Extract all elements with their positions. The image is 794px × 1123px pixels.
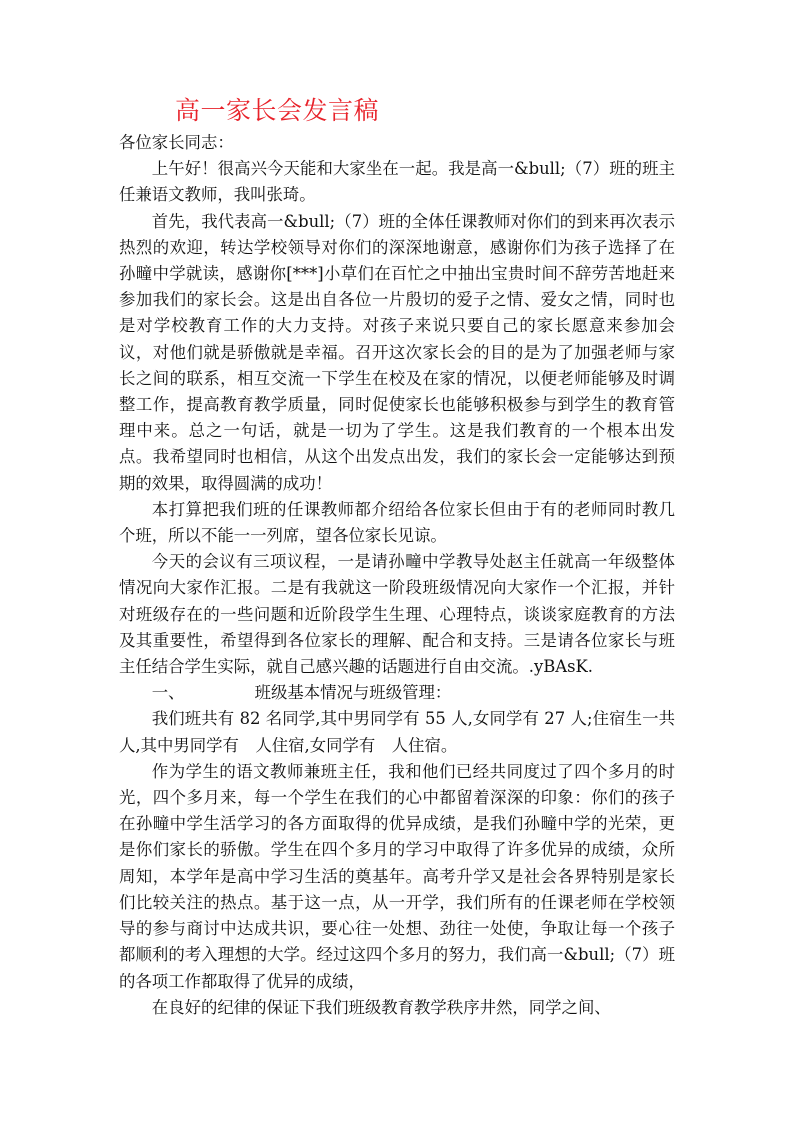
paragraph-welcome: 首先，我代表高一&bull;（7）班的全体任课教师对你们的到来再次表示热烈的欢迎，转达学校领导对你们的深深地谢意，感谢你们为孩子选择了在孙疃中学就读，感谢你[***]小草们在百忙之中抽出宝贵时间不辞劳苦地赶来参加我们的家长会。这是出自各位一片殷切的爱子之情、爱女之情，同时也是对学校教育工作的大力支持。对孩子来说只要自己的家长愿意来参加会议，对他们就是骄傲就是幸福。召开这次家长会的目的是为了加强老师与家长之间的联系，相互交流一下学生在校及在家的情况，以便老师能够及时调整工作，提高教育教学质量，同时促使家长也能够积极参与到学生的教育管理中来。总之一句话，就是一切为了学生。这是我们教育的一个根本出发点。我希望同时也相信，从这个出发点出发，我们的家长会一定能够达到预期的效果，取得圆满的成功！: [119, 211, 675, 493]
paragraph-teachers: 本打算把我们班的任课教师都介绍给各位家长但由于有的老师同时教几个班，所以不能一一列席，望各位家长见谅。: [119, 499, 675, 546]
document-title: 高一家长会发言稿: [175, 96, 380, 125]
paragraph-greeting: 上午好！很高兴今天能和大家坐在一起。我是高一&bull;（7）班的班主任兼语文教师，我叫张琦。: [119, 159, 675, 205]
section-title: 班级基本情况与班级管理：: [254, 683, 452, 703]
section-number: 一、: [151, 683, 185, 703]
section-heading: [119, 680, 675, 706]
document-body: [119, 130, 708, 1021]
paragraph-agenda: 今天的会议有三项议程，一是请孙疃中学教导处赵主任就高一年级整体情况向大家作汇报。二是有我就这一阶段班级情况向大家作一个汇报，并针对班级存在的一些问题和近阶段学生生理、心理特点，谈谈家庭教育的方法及其重要性，希望得到各位家长的理解、配合和支持。三是请各位家长与班主任结合学生实际，就自己感兴趣的话题进行自由交流。.yBAsK.: [119, 552, 675, 677]
paragraph-discipline: 在良好的纪律的保证下我们班级教育教学秩序井然，同学之间、: [151, 997, 611, 1017]
salutation: 各位家长同志：: [119, 133, 234, 152]
paragraph-class-progress: 作为学生的语文教师兼班主任，我和他们已经共同度过了四个多月的时光，四个多月来，每一个学生在我们的心中都留着深深的印象：你们的孩子在孙疃中学生活学习的各方面取得的优异成绩，是我们孙疃中学的光荣，更是你们家长的骄傲。学生在四个多月的学习中取得了许多优异的成绩，众所周知，本学年是高中学习生活的奠基年。高考升学又是社会各界特别是家长们比较关注的热点。基于这一点，从一开学，我们所有的任课老师在学校领导的参与商讨中达成共识，要心往一处想、劲往一处使，争取让每一个孩子都顺利的考入理想的大学。经过这四个多月的努力，我们高一&bull;（7）班的各项工作都取得了优异的成绩，: [119, 761, 675, 991]
paragraph-class-size: 我们班共有 82 名同学,其中男同学有 55 人,女同学有 27 人;住宿生一共 人,其中男同学有 人住宿,女同学有 人住宿。: [119, 709, 708, 755]
